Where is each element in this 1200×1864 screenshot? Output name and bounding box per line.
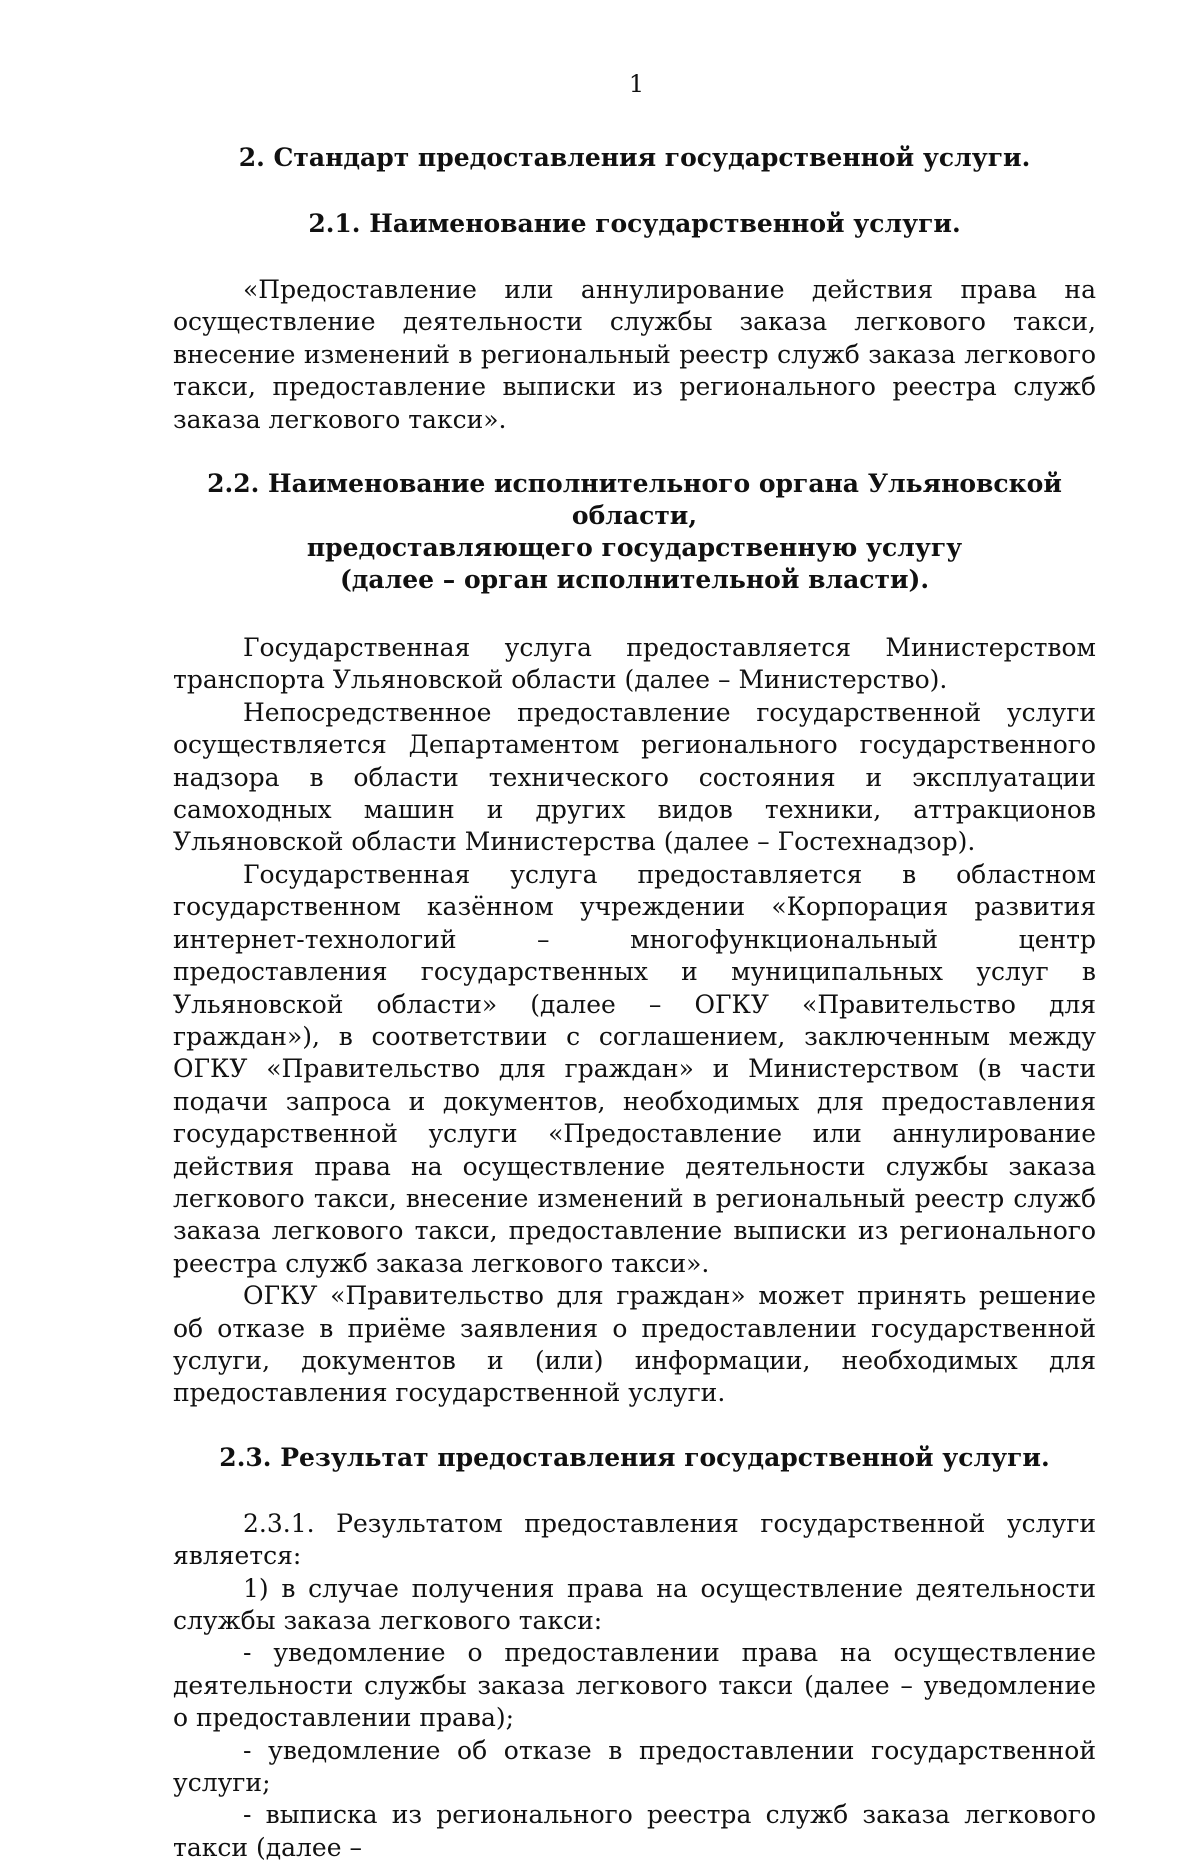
body-paragraph-refusal: ОГКУ «Правительство для граждан» может принять решение об отказе в приёме заявления о предоставлении государственной услуги, документов и (или) информации, необходимых для предоставления государственной услуги.: [173, 1281, 1096, 1408]
body-paragraph-mfc: Государственная услуга предоставляется в областном государственном казённом учреждении «Корпорация развития интернет-технологий – многофункциональный центр предоставления государственных и муниципальных услуг в Ульяновской области» (далее – ОГКУ «Правительство для граждан»), в соответствии с соглашением, заключенным между ОГКУ «Правительство для граждан» и Министерством (в части подачи запроса и документов, необходимых для предоставления государственной услуги «Предоставление или аннулирование действия права на осуществление деятельности службы заказа легкового такси, внесение изменений в региональный реестр служб заказа легкового такси, предоставление выписки из регионального реестра служб заказа легкового такси».: [173, 859, 1096, 1278]
section-heading-2: 2. Стандарт предоставления государственной услуги.: [238, 143, 1031, 172]
service-name-paragraph: «Предоставление или аннулирование действия права на осуществление деятельности службы заказа легкового такси, внесение изменений в региональный реестр служб заказа легкового такси, предоставление выписки из регионального реестра служб заказа легкового такси».: [173, 275, 1096, 434]
body-paragraph-registry-extract: - выписка из регионального реестра служб заказа легкового такси (далее –: [173, 1800, 1096, 1862]
body-paragraph-result: 2.3.1. Результатом предоставления государственной услуги является:: [173, 1508, 1096, 1571]
body-paragraph-notice-granted: - уведомление о предоставлении права на осуществление деятельности службы заказа легкового такси (далее – уведомление о предоставлении права);: [173, 1638, 1096, 1733]
section-heading-2-2-line-1: 2.2. Наименование исполнительного органа Ульяновской области,: [207, 469, 1062, 531]
section-heading-2-2-line-3: (далее – орган исполнительной власти).: [339, 565, 930, 595]
section-heading-2-3: 2.3. Результат предоставления государственной услуги.: [219, 1442, 1050, 1472]
body-paragraph-ministry: Государственная услуга предоставляется Министерством транспорта Ульяновской области (далее – Министерство).: [173, 633, 1096, 695]
section-heading-2-2: [173, 468, 1096, 596]
body-paragraph-case-1: 1) в случае получения права на осуществление деятельности службы заказа легкового такси:: [173, 1573, 1096, 1635]
body-paragraph-notice-refusal: - уведомление об отказе в предоставлении государственной услуги;: [173, 1735, 1096, 1798]
page-number: 1: [628, 70, 645, 98]
body-paragraph-gostekhnadzor: Непосредственное предоставление государственной услуги осуществляется Департаментом регионального государственного надзора в области технического состояния и эксплуатации самоходных машин и других видов техники, аттракционов Ульяновской области Министерства (далее – Гостехнадзор).: [173, 697, 1096, 857]
section-heading-2-2-line-2: предоставляющего государственную услугу: [306, 533, 963, 563]
section-heading-2-1: 2.1. Наименование государственной услуги.: [308, 209, 961, 238]
